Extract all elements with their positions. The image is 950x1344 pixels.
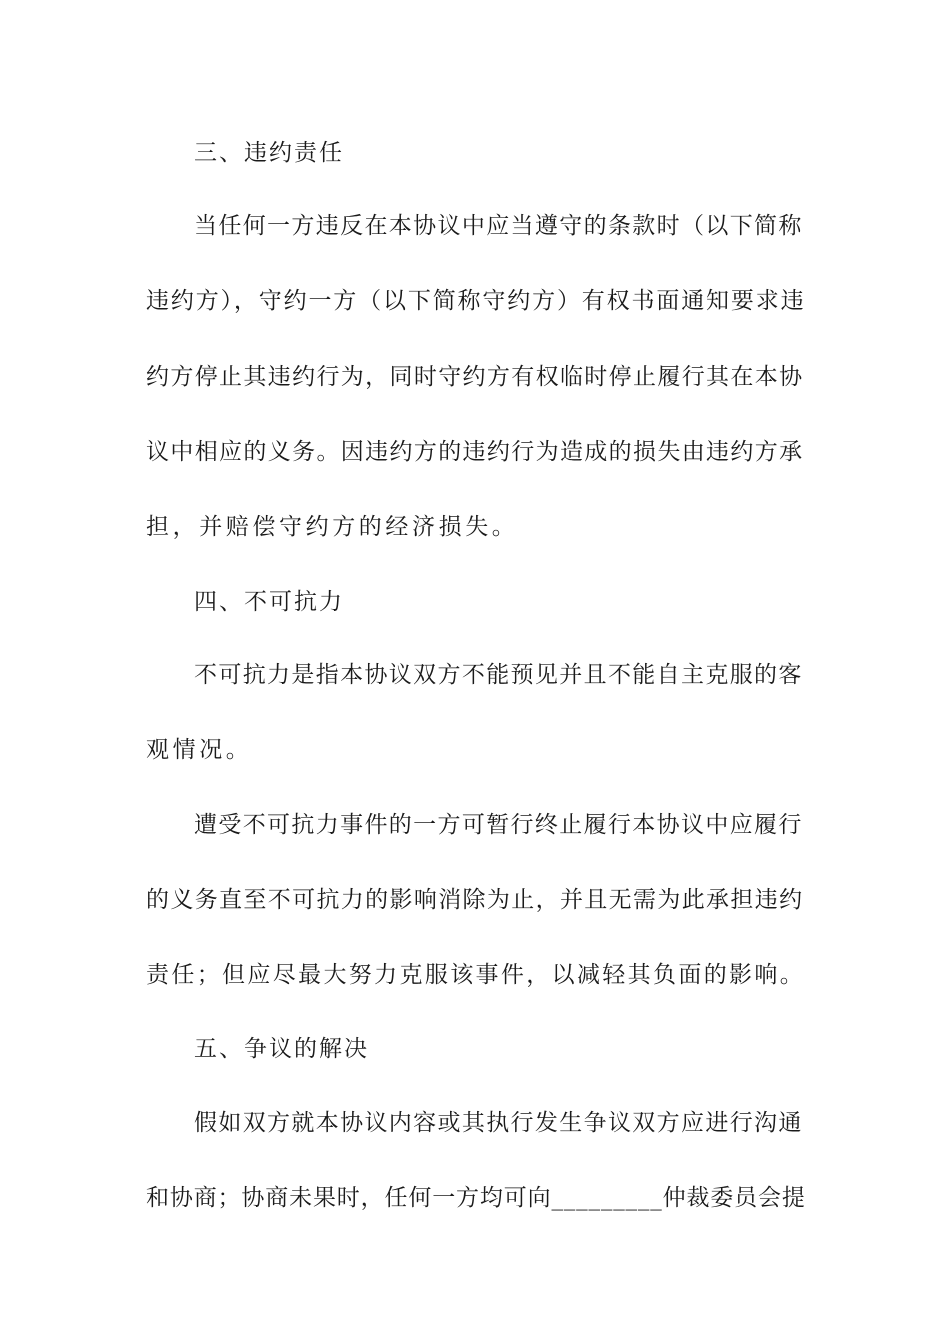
paragraph-line: 不可抗力是指本协议双方不能预见并且不能自主克服的客 [194, 662, 803, 688]
paragraph-line: 遭受不可抗力事件的一方可暂行终止履行本协议中应履行 [194, 812, 803, 838]
paragraph-line: 的义务直至不可抗力的影响消除为止，并且无需为此承担违约 [146, 887, 804, 913]
section-heading: 三、违约责任 [194, 140, 344, 166]
paragraph-line: 议中相应的义务。因违约方的违约行为造成的损失由违约方承 [146, 439, 804, 465]
section-heading: 四、不可抗力 [194, 589, 344, 615]
paragraph-line: 约方停止其违约行为，同时守约方有权临时停止履行其在本协 [146, 364, 804, 390]
section-heading: 五、争议的解决 [194, 1036, 369, 1062]
paragraph-line: 观情况。 [146, 737, 253, 763]
paragraph-line: 假如双方就本协议内容或其执行发生争议双方应进行沟通 [194, 1110, 803, 1136]
paragraph-line: 和协商；协商未果时，任何一方均可向_________仲裁委员会提 [146, 1185, 806, 1211]
paragraph-line: 当任何一方违反在本协议中应当遵守的条款时（以下简称 [194, 213, 803, 239]
paragraph-line: 责任；但应尽最大努力克服该事件，以减轻其负面的影响。 [146, 962, 806, 988]
paragraph-line: 担，并赔偿守约方的经济损失。 [146, 514, 519, 540]
paragraph-line: 违约方），守约一方（以下简称守约方）有权书面通知要求违 [146, 288, 806, 314]
